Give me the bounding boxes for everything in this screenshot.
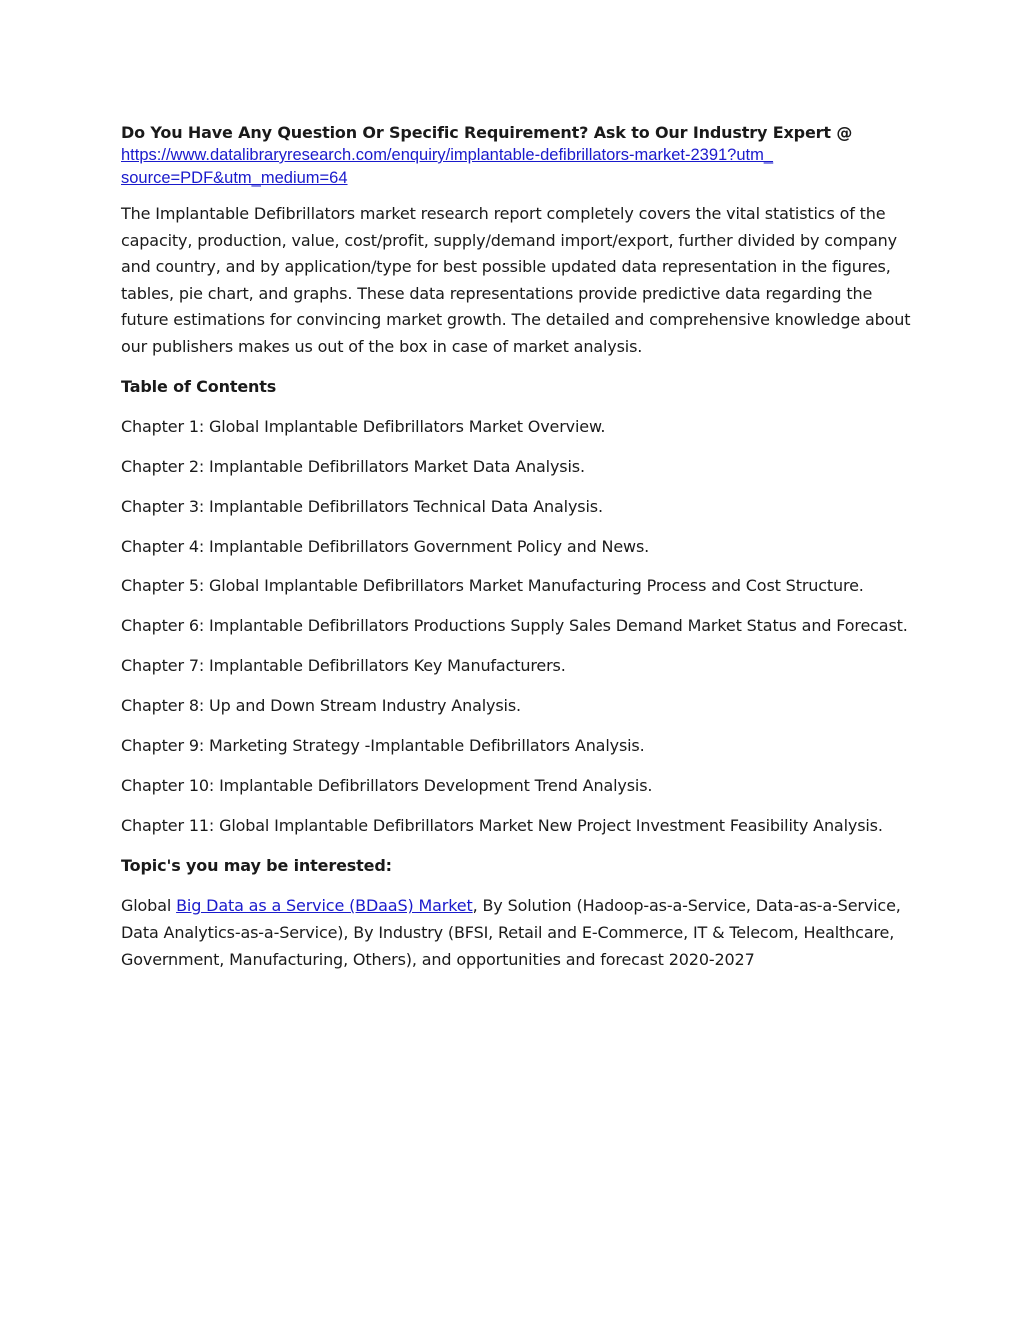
chapter-item-1: Chapter 1: Global Implantable Defibrillators Market Overview. xyxy=(121,416,606,436)
chapter-item-6: Chapter 6: Implantable Defibrillators Productions Supply Sales Demand Market Status and Forecast. xyxy=(121,616,908,636)
intro-paragraph: The Implantable Defibrillators market research report completely covers the vital statistics of the capacity, production, value, cost/profit, supply/demand import/export, further divided by company and country, and by application/type for best possible updated data representation in the figures, tables, pie chart, and graphs. These data representations provide predictive data regarding the future estimations for convincing market growth. The detailed and comprehensive knowledge about our publishers makes us out of the box in case of market analysis. xyxy=(121,204,911,356)
chapter-item-7: Chapter 7: Implantable Defibrillators Key Manufacturers. xyxy=(121,656,566,676)
chapter-item-9: Chapter 9: Marketing Strategy -Implantable Defibrillators Analysis. xyxy=(121,736,645,756)
chapter-list xyxy=(121,414,911,840)
chapter-item-10: Chapter 10: Implantable Defibrillators Development Trend Analysis. xyxy=(121,776,653,796)
topic-suffix: , By Solution (Hadoop-as-a-Service, Data-as-a-Service, Data Analytics-as-a-Service), By Industry (BFSI, Retail and E-Commerce, IT & Telecom, Healthcare, Government, Manufacturing, Others), and opportunities and forecast 2020-2027 xyxy=(121,896,901,969)
topic-paragraph xyxy=(121,893,911,973)
chapter-item-4: Chapter 4: Implantable Defibrillators Government Policy and News. xyxy=(121,536,650,556)
chapter-item-2: Chapter 2: Implantable Defibrillators Market Data Analysis. xyxy=(121,456,585,476)
document-page xyxy=(121,121,911,973)
topic-prefix: Global xyxy=(121,896,177,916)
bdaas-market-link[interactable]: Big Data as a Service (BDaaS) Market xyxy=(176,896,473,916)
chapter-item-8: Chapter 8: Up and Down Stream Industry Analysis. xyxy=(121,696,521,716)
enquiry-link[interactable]: https://www.datalibraryresearch.com/enquiry/implantable-defibrillators-market-2391?utm_source=PDF&utm_medium=64 xyxy=(121,146,774,187)
expert-question-heading: Do You Have Any Question Or Specific Requirement? Ask to Our Industry Expert @ xyxy=(121,123,853,142)
topics-heading: Topic's you may be interested: xyxy=(121,856,392,876)
chapter-item-11: Chapter 11: Global Implantable Defibrillators Market New Project Investment Feasibility Analysis. xyxy=(121,816,883,836)
chapter-item-5: Chapter 5: Global Implantable Defibrillators Market Manufacturing Process and Cost Structure. xyxy=(121,576,864,596)
chapter-item-3: Chapter 3: Implantable Defibrillators Technical Data Analysis. xyxy=(121,496,603,516)
toc-heading: Table of Contents xyxy=(121,376,277,396)
